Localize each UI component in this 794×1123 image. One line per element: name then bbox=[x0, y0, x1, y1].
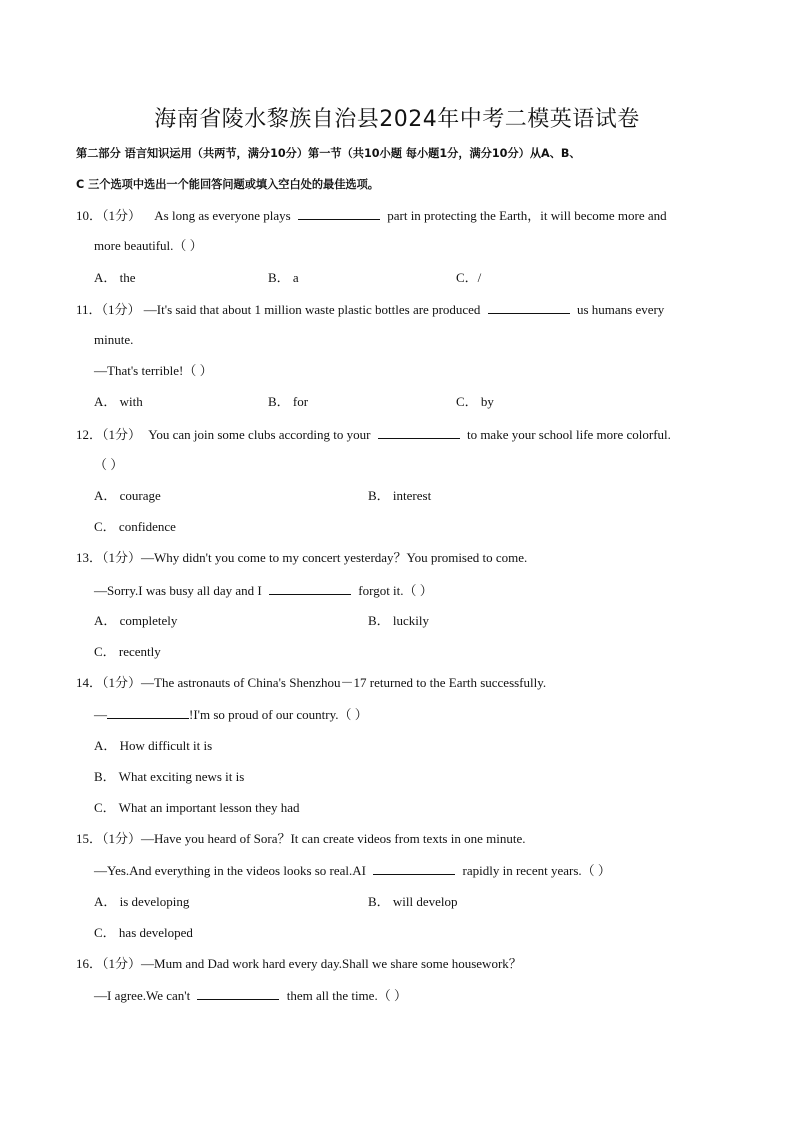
question-14-option-c[interactable]: C． What an important lesson they had bbox=[94, 800, 300, 815]
question-13-stem bbox=[76, 550, 527, 566]
question-11-continuation: minute. bbox=[94, 332, 134, 347]
question-14-stem bbox=[76, 675, 546, 691]
question-10-stem bbox=[76, 207, 718, 224]
answer-blank[interactable] bbox=[488, 301, 570, 314]
question-16-dialogue bbox=[94, 987, 407, 1004]
question-text: us humans every bbox=[576, 302, 665, 317]
question-12-option-c[interactable]: C． confidence bbox=[94, 519, 176, 534]
answer-blank[interactable] bbox=[107, 706, 189, 719]
question-15-stem bbox=[76, 831, 525, 847]
question-number: 16．（1分） bbox=[76, 956, 142, 971]
question-14-dialogue bbox=[94, 706, 368, 723]
question-number: 10．（1分） bbox=[76, 208, 142, 223]
question-15-dialogue bbox=[94, 862, 611, 879]
question-text: —Sorry.I was busy all day and I bbox=[94, 583, 262, 598]
answer-blank[interactable] bbox=[197, 987, 279, 1000]
question-12-option-b[interactable]: B． interest bbox=[368, 488, 432, 503]
question-11-option-b[interactable]: B． for bbox=[268, 394, 309, 409]
question-text: As long as everyone plays bbox=[154, 208, 291, 223]
question-text: —The astronauts of China's Shenzhou－17 returned to the Earth successfully. bbox=[141, 675, 547, 690]
page-title: 海南省陵水黎族自治县2024年中考二模英语试卷 bbox=[154, 107, 640, 132]
section-instructions-line-2: C 三个选项中选出一个能回答问题或填入空白处的最佳选项。 bbox=[76, 178, 379, 191]
question-text: You can join some clubs according to your bbox=[148, 427, 371, 442]
question-text: —Why didn't you come to my concert yesterday？You promised to come. bbox=[141, 550, 528, 565]
question-15-option-b[interactable]: B． will develop bbox=[368, 894, 458, 909]
question-text: them all the time.（ ） bbox=[286, 988, 407, 1003]
question-number: 12．（1分） bbox=[76, 427, 142, 442]
question-text: —It's said that about 1 million waste plastic bottles are produced bbox=[143, 302, 481, 317]
question-15-option-c[interactable]: C． has developed bbox=[94, 925, 193, 940]
question-text: — bbox=[94, 707, 107, 722]
question-14-option-b[interactable]: B． What exciting news it is bbox=[94, 769, 245, 784]
question-13-dialogue bbox=[94, 582, 433, 599]
question-14-option-a[interactable]: A． How difficult it is bbox=[94, 738, 213, 753]
question-11-option-a[interactable]: A． with bbox=[94, 394, 143, 409]
question-text: part in protecting the Earth，it will become more and bbox=[387, 208, 667, 223]
question-15-option-a[interactable]: A． is developing bbox=[94, 894, 190, 909]
question-10-option-a[interactable]: A． the bbox=[94, 270, 136, 285]
question-12-option-a[interactable]: A． courage bbox=[94, 488, 161, 503]
answer-blank[interactable] bbox=[378, 426, 460, 439]
question-11-option-c[interactable]: C． by bbox=[456, 394, 494, 409]
question-12-answer-paren: （ ） bbox=[94, 457, 124, 472]
question-text: —Mum and Dad work hard every day.Shall we share some housework？ bbox=[141, 956, 522, 971]
question-number: 15．（1分） bbox=[76, 831, 142, 846]
question-text: to make your school life more colorful. bbox=[466, 427, 671, 442]
question-13-option-b[interactable]: B． luckily bbox=[368, 613, 430, 628]
section-instructions-line-1: 第二部分 语言知识运用（共两节，满分10分）第一节（共10小题 每小题1分，满分10分）从A、B、 bbox=[76, 147, 581, 160]
question-number: 11．（1分） bbox=[76, 302, 141, 317]
question-11-stem bbox=[76, 301, 664, 318]
question-text: —Yes.And everything in the videos looks so real.AI bbox=[94, 863, 367, 878]
question-16-stem bbox=[76, 956, 522, 972]
answer-blank[interactable] bbox=[298, 207, 380, 220]
question-number: 13．（1分） bbox=[76, 550, 142, 565]
question-text: —I agree.We can't bbox=[94, 988, 191, 1003]
question-12-stem bbox=[76, 426, 671, 443]
question-10-option-b[interactable]: B． a bbox=[268, 270, 299, 285]
question-text: !I'm so proud of our country.（ ） bbox=[189, 707, 368, 722]
question-text: forgot it.（ ） bbox=[358, 583, 433, 598]
answer-blank[interactable] bbox=[269, 582, 351, 595]
question-text: —Have you heard of Sora？It can create videos from texts in one minute. bbox=[141, 831, 526, 846]
question-13-option-c[interactable]: C． recently bbox=[94, 644, 161, 659]
question-10-option-c[interactable]: C．/ bbox=[456, 270, 482, 285]
question-11-dialogue: —That's terrible!（ ） bbox=[94, 363, 213, 378]
question-13-option-a[interactable]: A． completely bbox=[94, 613, 178, 628]
question-text: rapidly in recent years.（ ） bbox=[462, 863, 611, 878]
answer-blank[interactable] bbox=[373, 862, 455, 875]
question-10-continuation: more beautiful.（ ） bbox=[94, 238, 203, 253]
question-number: 14．（1分） bbox=[76, 675, 142, 690]
